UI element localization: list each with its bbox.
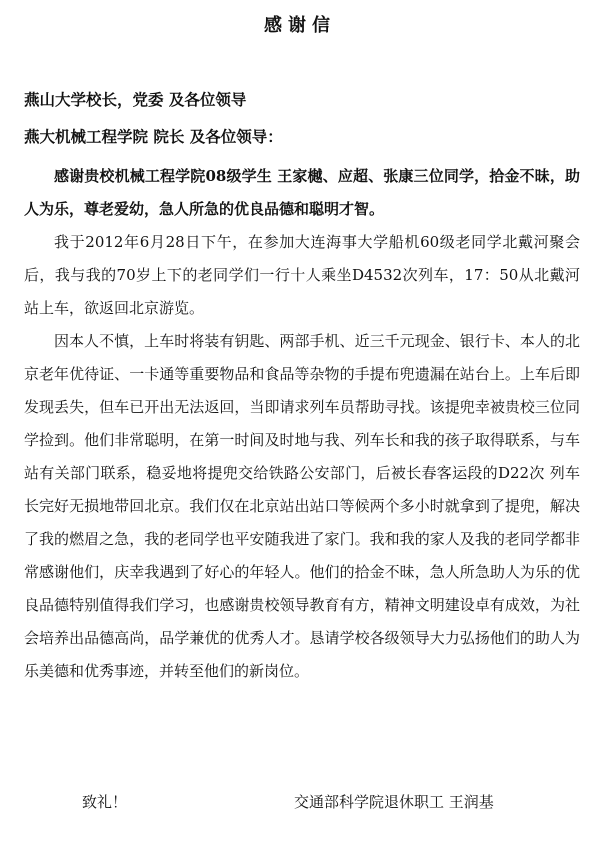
incident-paragraph: 因本人不慎，上车时将装有钥匙、两部手机、近三千元现金、银行卡、本人的北京老年优待证、一卡通等重要物品和食品等杂物的手提布兜遗漏在站台上。上车后即发现丢失，但车已开出无法返回，当即请求列车员帮助寻找。该提兜幸被贵校三位同学捡到。他们非常聪明，在第一时间及时地与我、列车长和我的孩子取得联系，与车站有关部门联系，稳妥地将提兜交给铁路公安部门，后被长春客运段的D22次 列车长完好无损地带回北京。我们仅在北京站出站口等候两个多小时就拿到了提兜，解决了我的燃眉之急，我的老同学也平安随我进了家门。我和我的家人及我的老同学都非常感谢他们，庆幸我遇到了好心的年轻人。他们的拾金不昧，急人所急助人为乐的优良品德特别值得我们学习，也感谢贵校领导教育有方，精神文明建设卓有成效，为社会培养出品德高尚，品学兼优的优秀人才。恳请学校各级领导大力弘扬他们的助人为乐美德和优秀事迹，并转至他们的新岗位。 <box>24 332 580 680</box>
letter-closing <box>24 786 580 819</box>
signature: 交通部科学院退休职工 王润基 <box>294 793 494 811</box>
addressee-line-1: 燕山大学校长，党委 及各位领导 <box>24 90 247 109</box>
letter-title: 感谢信 <box>264 15 336 36</box>
letter-body <box>24 160 580 688</box>
salutation: 致礼！ <box>82 793 128 811</box>
travel-paragraph: 我于2012年6月28日下午，在参加大连海事大学船机60级老同学北戴河聚会后，我与我的70岁上下的老同学们一行十人乘坐D4532次列车，17：50从北戴河站上车，欲返回北京游览。 <box>24 233 580 317</box>
thanks-paragraph: 感谢贵校机械工程学院08级学生 王家樾、应超、张康三位同学，拾金不昧，助人为乐，尊老爱幼，急人所急的优良品德和聪明才智。 <box>24 167 580 218</box>
addressee-line-2: 燕大机械工程学院 院长 及各位领导： <box>24 127 283 146</box>
